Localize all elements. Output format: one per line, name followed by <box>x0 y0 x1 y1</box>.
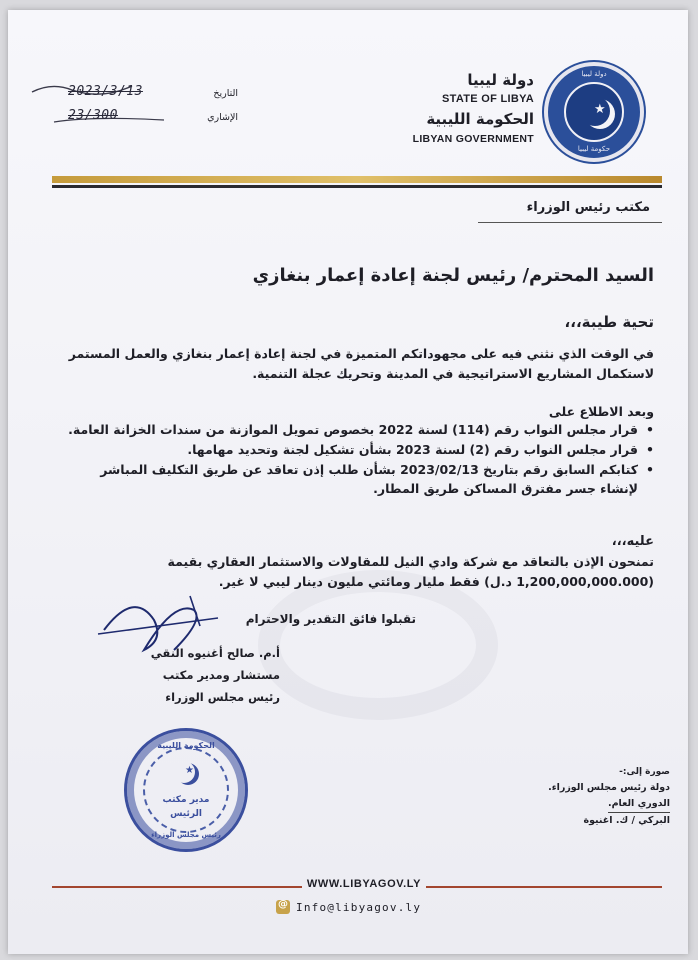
date-value: 2023/3/13 <box>68 84 143 99</box>
watermark-emblem <box>258 570 498 720</box>
copy-to-title: صورة إلى:- <box>619 767 670 777</box>
date-row <box>48 82 238 106</box>
seal-top-text: دولة ليبيا <box>581 70 607 78</box>
copy-to-item: الدوري العام. <box>608 796 670 813</box>
reference-block <box>48 82 238 130</box>
government-name-arabic: الحكومة الليبية <box>426 110 534 128</box>
signer-title: مستشار ومدير مكتب <box>162 668 280 682</box>
government-name-english: LIBYAN GOVERNMENT <box>412 133 534 145</box>
government-seal-logo <box>544 62 644 162</box>
references-title: وبعد الاطلاع على <box>548 404 654 419</box>
reference-row <box>48 106 238 130</box>
state-name-arabic: دولة ليبيا <box>467 71 534 89</box>
decision-paragraph: تمنحون الإذن بالتعاقد مع شركة وادي النيل للمقاولات والاستثمار العقاري بقيمة (1,200,000,000.000 د.ل) فقط مليار ومائتي مليون دينار ليبي لا غير. <box>167 554 654 589</box>
references-list <box>64 420 654 499</box>
letter-sheet <box>8 10 688 954</box>
website-link[interactable]: WWW.LIBYAGOV.LY <box>306 878 422 890</box>
list-item: • قرار مجلس النواب رقم (2) لسنة 2023 بشأن تشكيل لجنة وتحديد مهامها. <box>64 440 654 459</box>
stamp-bottom-text: رئيس مجلس الوزراء <box>151 831 221 839</box>
salutation: السيد المحترم/ رئيس لجنة إعادة إعمار بنغازي <box>252 265 654 286</box>
closing-regards: تقبلوا فائق التقدير والاحترام <box>245 612 416 626</box>
list-item: • كتابكم السابق رقم بتاريخ 2023/02/13 بشأن طلب إذن تعاقد عن طريق التكليف المباشر لإنشاء جسر مفترق المساكن طريق المطار. <box>64 460 654 498</box>
reference-value: 23/300 <box>68 108 118 123</box>
greeting: تحية طيبة،،، <box>564 313 654 331</box>
office-underline <box>478 222 662 223</box>
signer-name: أ.م. صالح أغنيوه النقي <box>150 646 280 660</box>
stamp-top-text: الحكومة الليبية <box>157 741 215 750</box>
official-stamp <box>124 728 248 852</box>
office-title: مكتب رئيس الوزراء <box>526 200 650 215</box>
header-dark-rule <box>52 185 662 188</box>
state-title-block <box>394 70 534 148</box>
date-label: التاريخ <box>213 88 238 99</box>
email-icon <box>276 900 290 914</box>
state-name-english: STATE OF LIBYA <box>441 93 534 105</box>
footer-rule-left <box>52 886 302 888</box>
intro-paragraph: في الوقت الذي نثني فيه على مجهوداتكم المتميزة في لجنة إعادة إعمار بنغازي والعمل المستمر لاستكمال المشاريع الاستراتيجية في المدينة وتحريك عجلة التنمية. <box>68 346 654 381</box>
stamp-star-icon: ★ <box>185 765 194 776</box>
copy-to-item: دولة رئيس مجلس الوزراء. <box>548 782 670 793</box>
footer-rule-right <box>426 886 662 888</box>
signer-block <box>140 642 280 708</box>
reference-label: الإشاري <box>207 112 238 123</box>
stamp-inner-ring <box>143 747 229 833</box>
email-link[interactable]: Info@libyagov.ly <box>296 900 422 914</box>
list-item: • قرار مجلس النواب رقم (114) لسنة 2022 بخصوص تمويل الموازنة من سندات الخزانة العامة. <box>64 420 654 439</box>
seal-bottom-text: حكومة ليبيا <box>577 145 611 153</box>
copy-to-item: البركي / ك. اغنيوة <box>583 815 670 826</box>
email-row <box>276 900 421 914</box>
copy-to-block <box>520 764 670 829</box>
stamp-line-1: مدير مكتب <box>162 795 210 805</box>
signer-org: رئيس مجلس الوزراء <box>165 690 280 704</box>
star-icon: ★ <box>594 102 606 117</box>
hence-heading: عليه،،، <box>611 534 654 549</box>
header-gold-rule <box>52 176 662 183</box>
stamp-line-2: الرئيس <box>170 809 202 819</box>
